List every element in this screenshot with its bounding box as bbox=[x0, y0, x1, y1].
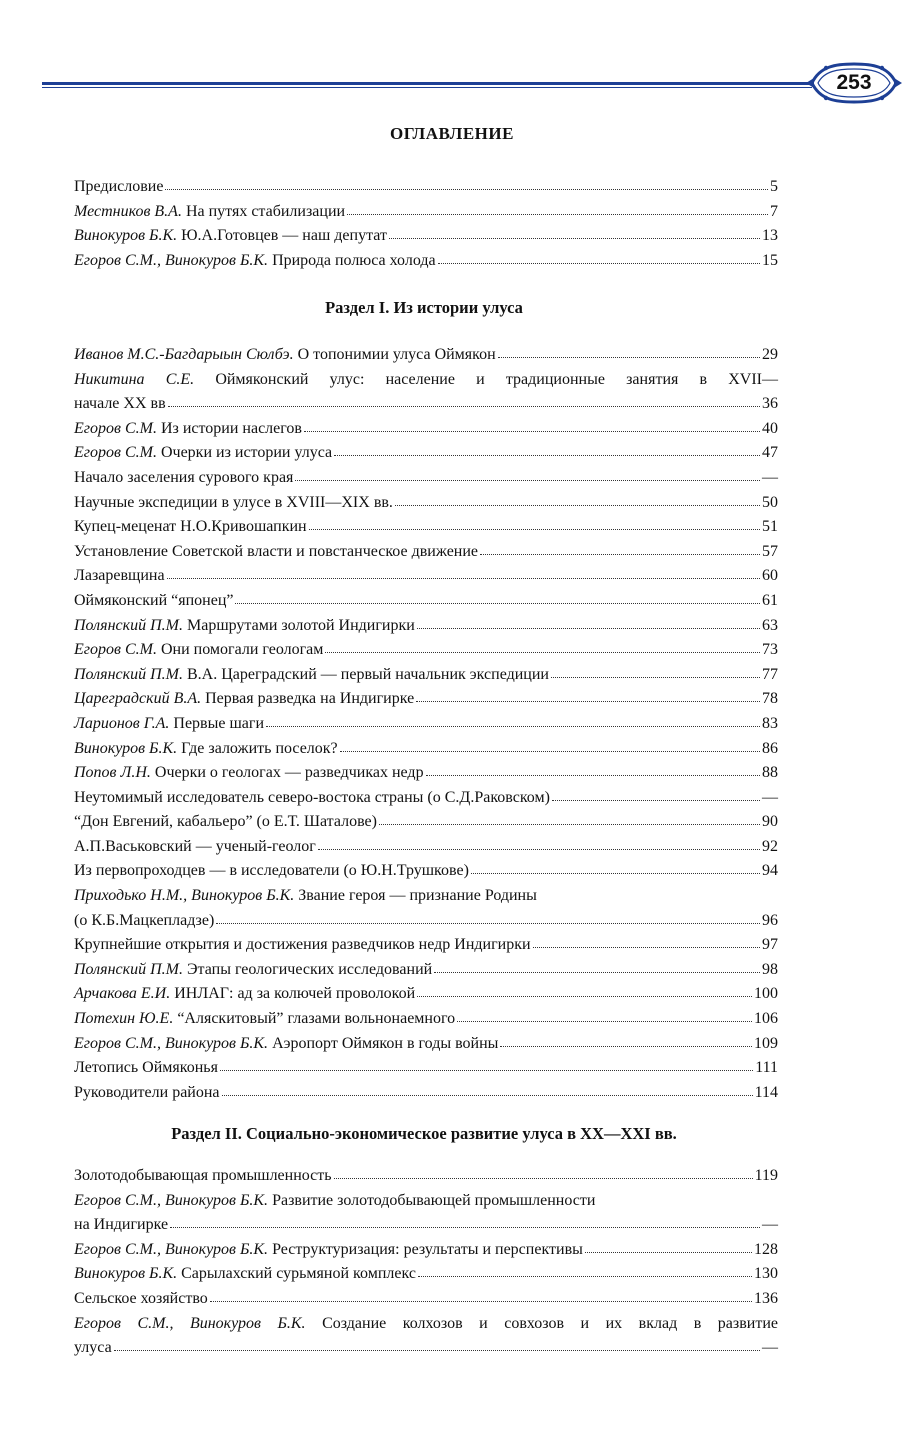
toc-entry-title: Сарылахский сурьмяной комплекс bbox=[181, 1265, 416, 1283]
leader-dots bbox=[500, 1037, 752, 1047]
toc-entry-line bbox=[74, 614, 778, 639]
leader-dots bbox=[533, 938, 760, 948]
toc-entry-title: ИНЛАГ: ад за колючей проволокой bbox=[174, 985, 416, 1003]
toc-entry-page: 78 bbox=[762, 690, 778, 708]
toc-entry-title: Летопись Оймяконья bbox=[74, 1059, 218, 1077]
toc-entry-page: — bbox=[762, 1339, 778, 1357]
toc-entry-title: Лазаревщина bbox=[74, 567, 165, 585]
toc-entry-line bbox=[74, 175, 778, 200]
toc-entry-title-cont: на Индигирке bbox=[74, 1216, 169, 1234]
toc-entry-line bbox=[74, 737, 778, 762]
toc-entry-page: 136 bbox=[754, 1289, 778, 1307]
toc-entry-line bbox=[74, 589, 778, 614]
leader-dots bbox=[434, 963, 760, 973]
leader-dots bbox=[334, 447, 760, 457]
toc-entry-page: 40 bbox=[762, 419, 778, 437]
toc-entry bbox=[74, 441, 778, 466]
toc-entry bbox=[74, 810, 778, 835]
toc-entry-author: Винокуров Б.К. bbox=[74, 739, 178, 757]
toc-entry-page: 106 bbox=[754, 1010, 778, 1028]
toc-entry-line bbox=[74, 368, 778, 393]
leader-dots bbox=[170, 1218, 760, 1228]
leader-dots bbox=[235, 594, 760, 604]
toc-entry bbox=[74, 1032, 778, 1057]
toc-entry bbox=[74, 1287, 778, 1312]
toc-entry-title: Развитие золотодобывающей промышленности bbox=[272, 1191, 596, 1209]
toc-entry-line bbox=[74, 933, 778, 958]
leader-dots bbox=[347, 205, 768, 215]
toc-entry-page: 57 bbox=[762, 542, 778, 560]
page-number: 253 bbox=[836, 71, 872, 94]
toc-intro-list bbox=[74, 175, 778, 273]
toc-entry-title: О топонимии улуса Оймякон bbox=[297, 346, 496, 363]
toc-entry-author: Местников В.А. bbox=[74, 202, 182, 220]
toc-entry bbox=[74, 1189, 778, 1238]
toc-entry-line bbox=[74, 564, 778, 589]
leader-dots bbox=[395, 496, 760, 506]
toc-entry-title: Звание героя — признание Родины bbox=[298, 887, 537, 905]
toc-entry bbox=[74, 786, 778, 811]
toc-entry-page: 130 bbox=[754, 1265, 778, 1283]
toc-entry-page: 29 bbox=[762, 346, 778, 363]
toc-entry-page: 96 bbox=[762, 911, 778, 929]
toc-entry bbox=[74, 1312, 778, 1361]
toc-entry-title: Оймяконский “японец” bbox=[74, 591, 234, 609]
toc-entry-author: Иванов М.С.-Багдарыын Сюлбэ. bbox=[74, 346, 294, 363]
toc-entry-author: Егоров С.М., Винокуров Б.К. bbox=[74, 251, 269, 269]
toc-section-2-list bbox=[74, 1164, 778, 1361]
toc-entry-page: 36 bbox=[762, 395, 778, 413]
leader-dots bbox=[551, 668, 760, 678]
toc-entry-title: Купец-меценат Н.О.Кривошапкин bbox=[74, 518, 307, 536]
toc-entry-title: Установление Советской власти и повстанческое движение bbox=[74, 542, 479, 560]
toc-entry bbox=[74, 1056, 778, 1081]
toc-entry-line bbox=[74, 417, 778, 442]
toc-entry-title: Природа полюса холода bbox=[272, 251, 436, 269]
toc-entry bbox=[74, 835, 778, 860]
toc-entry-author: Арчакова Е.И. bbox=[74, 985, 171, 1003]
toc-entry-line bbox=[74, 343, 778, 368]
toc-entry-author: Полянский П.М. bbox=[74, 665, 183, 683]
toc-entry-line bbox=[74, 909, 778, 934]
toc-entry bbox=[74, 982, 778, 1007]
toc-entry-title: “Дон Евгений, кабальеро” (о Е.Т. Шаталове) bbox=[74, 813, 377, 831]
toc-entry bbox=[74, 589, 778, 614]
toc-entry bbox=[74, 859, 778, 884]
toc-entry bbox=[74, 884, 778, 933]
toc-entry bbox=[74, 1262, 778, 1287]
toc-entry-author: Никитина С.Е. bbox=[74, 370, 195, 388]
leader-dots bbox=[334, 1169, 753, 1179]
header-rule-thin bbox=[42, 87, 812, 88]
toc-entry-title: Из истории наслегов bbox=[160, 419, 302, 437]
toc-entry bbox=[74, 663, 778, 688]
toc-entry-title: Начало заселения сурового края bbox=[74, 468, 294, 486]
toc-entry-line bbox=[74, 982, 778, 1007]
toc-entry-author: Полянский П.М. bbox=[74, 616, 183, 634]
toc-entry-page: 114 bbox=[754, 1083, 778, 1101]
toc-entry-page: 60 bbox=[762, 567, 778, 585]
toc-entry bbox=[74, 224, 778, 249]
toc-entry-page: 83 bbox=[762, 714, 778, 732]
toc-entry bbox=[74, 933, 778, 958]
leader-dots bbox=[457, 1012, 752, 1022]
toc-entry-title-cont: улуса bbox=[74, 1339, 112, 1357]
toc-entry-line bbox=[74, 712, 778, 737]
toc-entry-author: Винокуров Б.К. bbox=[74, 1265, 178, 1283]
leader-dots bbox=[114, 1341, 760, 1351]
toc-entry-page: 15 bbox=[762, 251, 778, 269]
toc-entry bbox=[74, 1081, 778, 1106]
toc-entry-title: Крупнейшие открытия и достижения разведчиков недр Индигирки bbox=[74, 936, 531, 954]
toc-entry-line bbox=[74, 1189, 778, 1214]
toc-entry-author: Егоров С.М., Винокуров Б.К. bbox=[74, 1240, 269, 1258]
toc-entry-title: Очерки из истории улуса bbox=[160, 444, 333, 462]
leader-dots bbox=[379, 815, 760, 825]
toc-entry-author: Потехин Ю.Е. bbox=[74, 1010, 174, 1028]
leader-dots bbox=[471, 865, 760, 875]
toc-entry-line bbox=[74, 1007, 778, 1032]
toc-entry bbox=[74, 687, 778, 712]
toc-entry-author: Ларионов Г.А. bbox=[74, 714, 170, 732]
toc-entry bbox=[74, 564, 778, 589]
leader-dots bbox=[167, 570, 760, 580]
toc-entry-line bbox=[74, 1238, 778, 1263]
toc-entry-page: 73 bbox=[762, 641, 778, 659]
toc-entry-author: Егоров С.М. bbox=[74, 444, 157, 462]
toc-entry-line bbox=[74, 1287, 778, 1312]
toc-entry-line bbox=[74, 540, 778, 565]
toc-entry-title: Очерки о геологах — разведчиках недр bbox=[154, 764, 424, 782]
toc-entry-title: Сельское хозяйство bbox=[74, 1289, 208, 1307]
toc-entry-line bbox=[74, 638, 778, 663]
leader-dots bbox=[552, 791, 760, 801]
toc-entry-title: Первая разведка на Индигирке bbox=[205, 690, 415, 708]
leader-dots bbox=[222, 1086, 753, 1096]
toc-entry bbox=[74, 737, 778, 762]
section-1-heading: Раздел I. Из истории улуса bbox=[325, 298, 523, 317]
toc-entry-title: Руководители района bbox=[74, 1083, 220, 1101]
toc-entry bbox=[74, 343, 778, 368]
toc-entry-title: Предисловие bbox=[74, 178, 164, 195]
toc-entry-title: Научные экспедиции в улусе в XVIII—XIX вв. bbox=[74, 493, 393, 511]
toc-entry-line bbox=[74, 810, 778, 835]
toc-entry-line bbox=[74, 1312, 778, 1337]
toc-entry-line bbox=[74, 515, 778, 540]
toc-entry-author: Полянский П.М. bbox=[74, 960, 183, 978]
toc-entry-line bbox=[74, 835, 778, 860]
leader-dots bbox=[168, 397, 760, 407]
toc-entry bbox=[74, 466, 778, 491]
toc-entry-author: Егоров С.М. bbox=[74, 641, 157, 659]
toc-entry-page: 61 bbox=[762, 591, 778, 609]
toc-entry-author: Егоров С.М. bbox=[74, 419, 157, 437]
toc-entry-page: 92 bbox=[762, 837, 778, 855]
toc-entry bbox=[74, 1164, 778, 1189]
toc-entry-page: 90 bbox=[762, 813, 778, 831]
leader-dots bbox=[389, 229, 760, 239]
toc-entry-line bbox=[74, 663, 778, 688]
toc-entry-line bbox=[74, 200, 778, 225]
leader-dots bbox=[498, 348, 760, 358]
leader-dots bbox=[417, 619, 760, 629]
toc-entry-page: 5 bbox=[770, 178, 778, 195]
toc-entry-line bbox=[74, 884, 778, 909]
toc-entry bbox=[74, 1007, 778, 1032]
toc-entry-line bbox=[74, 1213, 778, 1238]
toc-entry-title: Где заложить поселок? bbox=[181, 739, 338, 757]
toc-entry-line bbox=[74, 441, 778, 466]
toc-entry-page: 119 bbox=[754, 1167, 778, 1184]
toc-title: ОГЛАВЛЕНИЕ bbox=[390, 124, 514, 143]
toc-entry-author: Егоров С.М., Винокуров Б.К. bbox=[74, 1034, 269, 1052]
toc-entry bbox=[74, 540, 778, 565]
toc-entry-title: Они помогали геологам bbox=[160, 641, 324, 659]
leader-dots bbox=[418, 1268, 752, 1278]
toc-entry-title: Маршрутами золотой Индигирки bbox=[186, 616, 415, 634]
toc-entry-author: Цареградский В.А. bbox=[74, 690, 202, 708]
toc-entry-line bbox=[74, 1081, 778, 1106]
toc-entry-page: — bbox=[762, 468, 778, 486]
toc-entry-line bbox=[74, 1032, 778, 1057]
toc-entry-page: — bbox=[762, 788, 778, 806]
toc-entry-line bbox=[74, 1262, 778, 1287]
leader-dots bbox=[340, 742, 760, 752]
toc-entry-title: Ю.А.Готовцев — наш депутат bbox=[181, 227, 387, 245]
toc-entry bbox=[74, 712, 778, 737]
toc-entry-page: 51 bbox=[762, 518, 778, 536]
leader-dots bbox=[585, 1243, 752, 1253]
toc-entry bbox=[74, 638, 778, 663]
toc-entry-line bbox=[74, 1336, 778, 1361]
toc-entry-line bbox=[74, 761, 778, 786]
toc-entry-title: Реструктуризация: результаты и перспективы bbox=[272, 1240, 583, 1258]
toc-entry-page: 100 bbox=[754, 985, 778, 1003]
toc-entry-title: Золотодобывающая промышленность bbox=[74, 1167, 332, 1184]
toc-entry bbox=[74, 200, 778, 225]
toc-entry-title-cont: начале XX вв bbox=[74, 395, 166, 413]
toc-entry-author: Приходько Н.М., Винокуров Б.К. bbox=[74, 887, 295, 905]
toc-entry-line bbox=[74, 466, 778, 491]
leader-dots bbox=[325, 643, 760, 653]
toc-entry-title-cont: (о К.Б.Мацкепладзе) bbox=[74, 911, 215, 929]
leader-dots bbox=[480, 545, 760, 555]
toc-entry-line bbox=[74, 491, 778, 516]
leader-dots bbox=[210, 1292, 752, 1302]
toc-section-1-list bbox=[74, 343, 778, 1105]
toc-entry-title: На путях стабилизации bbox=[185, 202, 346, 220]
toc-entry-line bbox=[74, 249, 778, 274]
toc-entry-page: 86 bbox=[762, 739, 778, 757]
toc-entry bbox=[74, 958, 778, 983]
toc-entry-page: 94 bbox=[762, 862, 778, 880]
toc-entry-line bbox=[74, 859, 778, 884]
toc-entry bbox=[74, 614, 778, 639]
toc-entry-page: 7 bbox=[770, 202, 778, 220]
toc-entry bbox=[74, 761, 778, 786]
toc-entry-page: 63 bbox=[762, 616, 778, 634]
toc-entry-author: Егоров С.М., Винокуров Б.К. bbox=[74, 1314, 306, 1332]
leader-dots bbox=[304, 422, 760, 432]
toc-entry-title: Аэропорт Оймякон в годы войны bbox=[272, 1034, 499, 1052]
leader-dots bbox=[165, 180, 768, 190]
leader-dots bbox=[438, 254, 760, 264]
toc-entry-author: Винокуров Б.К. bbox=[74, 227, 178, 245]
toc-entry-title: Создание колхозов и совхозов и их вклад в развитие bbox=[322, 1314, 778, 1332]
toc-entry-page: 13 bbox=[762, 227, 778, 245]
toc-entry-title: А.П.Васьковский — ученый-геолог bbox=[74, 837, 316, 855]
leader-dots bbox=[318, 840, 760, 850]
leader-dots bbox=[220, 1061, 753, 1071]
toc-entry-line bbox=[74, 958, 778, 983]
toc-entry-author: Попов Л.Н. bbox=[74, 764, 151, 782]
toc-entry-title: Неутомимый исследователь северо-востока страны (о С.Д.Раковском) bbox=[74, 788, 550, 806]
toc-entry bbox=[74, 368, 778, 417]
leader-dots bbox=[416, 693, 760, 703]
toc-entry-page: 98 bbox=[762, 960, 778, 978]
toc-entry bbox=[74, 417, 778, 442]
leader-dots bbox=[216, 914, 760, 924]
toc-entry-title: В.А. Цареградский — первый начальник экспедиции bbox=[186, 665, 549, 683]
toc-entry-title: Этапы геологических исследований bbox=[186, 960, 433, 978]
toc-entry-title: “Аляскитовый” глазами вольнонаемного bbox=[177, 1010, 456, 1028]
toc-entry bbox=[74, 515, 778, 540]
toc-entry-title: Оймяконский улус: население и традиционные занятия в XVII— bbox=[215, 370, 779, 388]
leader-dots bbox=[266, 717, 760, 727]
toc-entry-title: Из первопроходцев — в исследователи (о Ю.Н.Трушкове) bbox=[74, 862, 469, 880]
toc-entry-page: 128 bbox=[754, 1240, 778, 1258]
leader-dots bbox=[309, 520, 760, 530]
toc-entry bbox=[74, 491, 778, 516]
toc-entry-line bbox=[74, 1164, 778, 1189]
toc-entry-page: — bbox=[762, 1216, 778, 1234]
toc-entry-line bbox=[74, 224, 778, 249]
toc-entry-title: Первые шаги bbox=[173, 714, 264, 732]
toc-entry-page: 88 bbox=[762, 764, 778, 782]
leader-dots bbox=[417, 988, 752, 998]
toc-entry bbox=[74, 1238, 778, 1263]
section-2-heading: Раздел II. Социально-экономическое развитие улуса в XX—XXI вв. bbox=[171, 1124, 677, 1143]
toc-entry-page: 47 bbox=[762, 444, 778, 462]
leader-dots bbox=[426, 766, 760, 776]
toc-entry-line bbox=[74, 687, 778, 712]
toc-entry-page: 77 bbox=[762, 665, 778, 683]
toc-entry-page: 97 bbox=[762, 936, 778, 954]
toc-entry-line bbox=[74, 1056, 778, 1081]
header-rule bbox=[42, 82, 812, 85]
toc-entry-page: 111 bbox=[755, 1059, 778, 1077]
toc-entry bbox=[74, 175, 778, 200]
toc-entry-line bbox=[74, 786, 778, 811]
toc-entry-page: 109 bbox=[754, 1034, 778, 1052]
toc-entry-author: Егоров С.М., Винокуров Б.К. bbox=[74, 1191, 269, 1209]
leader-dots bbox=[295, 471, 760, 481]
toc-entry bbox=[74, 249, 778, 274]
page-number-badge bbox=[806, 58, 902, 108]
toc-entry-page: 50 bbox=[762, 493, 778, 511]
toc-entry-line bbox=[74, 392, 778, 417]
